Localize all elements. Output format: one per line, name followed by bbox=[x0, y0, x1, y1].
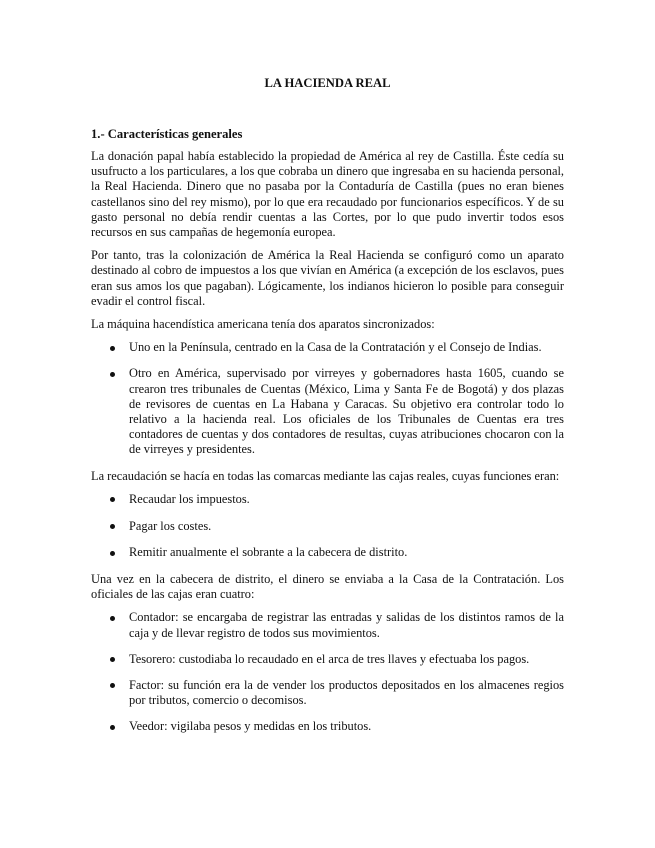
paragraph: Una vez en la cabecera de distrito, el dinero se enviaba a la Casa de la Contratación. Los oficiales de las cajas eran cuatro: bbox=[91, 571, 564, 602]
bullet-list-apparatus bbox=[91, 340, 564, 457]
section-heading: 1.- Características generales bbox=[91, 127, 243, 141]
list-item bbox=[91, 366, 564, 457]
list-item-text: Contador: se encargaba de registrar las entradas y salidas de los distintos ramos de la caja y de llevar registro de todos sus movimientos. bbox=[129, 610, 564, 640]
bullet-icon bbox=[110, 497, 115, 502]
list-item bbox=[91, 519, 564, 534]
bullet-icon bbox=[110, 725, 115, 730]
list-item bbox=[91, 545, 564, 560]
paragraph: La recaudación se hacía en todas las comarcas mediante las cajas reales, cuyas funciones eran: bbox=[91, 468, 560, 483]
bullet-icon bbox=[110, 524, 115, 529]
document-body bbox=[91, 127, 564, 746]
list-item-text: Otro en América, supervisado por virreyes y gobernadores hasta 1605, cuando se crearon tres tribunales de Cuentas (México, Lima y Santa Fe de Bogotá) y dos plazas de revisores de cuentas en La Habana y Caracas. Su objetivo era controlar todo lo relativo a la hacienda real. Los oficiales de los Tribunales de Cuentas era tres contadores de cuentas y dos contadores de resultas, cuyas atribuciones chocaron con la de virreyes y presidentes. bbox=[129, 366, 564, 457]
list-item bbox=[91, 492, 564, 507]
bullet-list-officials bbox=[91, 610, 564, 734]
list-item-text: Veedor: vigilaba pesos y medidas en los tributos. bbox=[129, 719, 372, 734]
bullet-icon bbox=[110, 657, 115, 662]
bullet-list-functions bbox=[91, 492, 564, 561]
list-item-text: Uno en la Península, centrado en la Casa de la Contratación y el Consejo de Indias. bbox=[129, 340, 542, 355]
list-item-text: Pagar los costes. bbox=[129, 518, 212, 533]
bullet-icon bbox=[110, 683, 115, 688]
paragraph: La máquina hacendística americana tenía dos aparatos sincronizados: bbox=[91, 317, 435, 332]
bullet-icon bbox=[110, 372, 115, 377]
bullet-icon bbox=[110, 346, 115, 351]
list-item-text: Tesorero: custodiaba lo recaudado en el arca de tres llaves y efectuaba los pagos. bbox=[129, 651, 530, 666]
list-item bbox=[91, 719, 564, 734]
bullet-icon bbox=[110, 551, 115, 556]
list-item bbox=[91, 610, 564, 640]
list-item-text: Recaudar los impuestos. bbox=[129, 491, 250, 506]
paragraph: La donación papal había establecido la propiedad de América al rey de Castilla. Éste cedía su usufructo a los particulares, a los que cobraba un dinero que ingresaba en su hacienda personal, la Real Hacienda. Dinero que no pasaba por la Contaduría de Castilla (pues no eran bienes castellanos sino del rey mismo), por lo que era recaudado por funcionarios específicos. Y de su gasto personal no debía rendir cuentas a las Cortes, por lo que pudo invertir todos esos recursos en sus campañas de hegemonía europea. bbox=[91, 149, 564, 240]
list-item bbox=[91, 678, 564, 708]
bullet-icon bbox=[110, 616, 115, 621]
list-item bbox=[91, 340, 564, 355]
list-item-text: Remitir anualmente el sobrante a la cabecera de distrito. bbox=[129, 545, 408, 560]
paragraph: Por tanto, tras la colonización de América la Real Hacienda se configuró como un aparato destinado al cobro de impuestos a los que vivían en América (a excepción de los esclavos, pues eran sus amos los que pagaban). Lógicamente, los indianos hicieron lo posible para conseguir evadir el control fiscal. bbox=[91, 248, 564, 308]
list-item-text: Factor: su función era la de vender los productos depositados en los almacenes regios por tributos, comercio o decomisos. bbox=[129, 677, 564, 708]
list-item bbox=[91, 652, 564, 667]
page-title: LA HACIENDA REAL bbox=[264, 76, 391, 90]
